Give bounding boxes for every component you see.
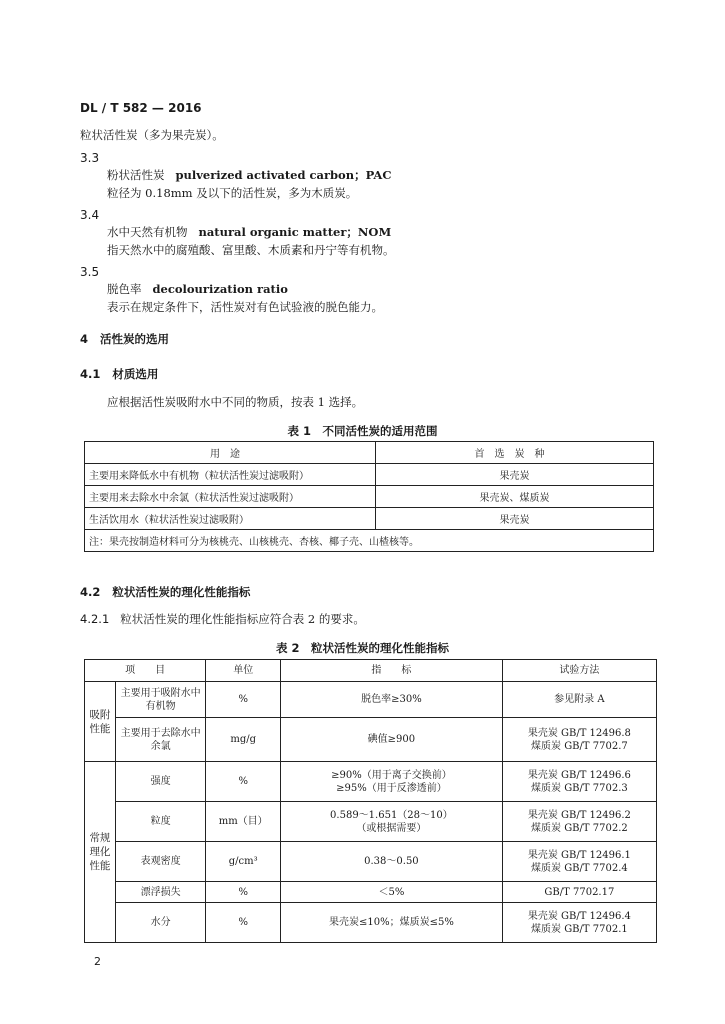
subsection-heading [80,366,158,382]
table-row [85,882,657,903]
table-header-cell: 试验方法 [502,660,656,682]
group-cell: 常规理化性能 [85,762,116,943]
table-cell: 粒度 [115,802,205,842]
term-heading [107,225,391,239]
table-cell [502,762,656,802]
table-cell: 主要用于吸附水中有机物 [115,682,205,718]
term-en: pulverized activated carbon；PAC [175,168,392,182]
table-cell: 果壳炭 [376,464,654,486]
table-1 [84,441,654,552]
table-cell: 碘值≥900 [281,718,503,762]
method-line: 果壳炭 GB/T 12496.2 [527,809,631,821]
table-cell: % [206,882,281,903]
document-code: DL / T 582 — 2016 [80,101,202,115]
term-definition: 指天然水中的腐殖酸、富里酸、木质素和丹宁等有机物。 [107,243,395,257]
table-header-cell: 项 目 [85,660,206,682]
indicator-line: （或根据需要） [356,822,427,834]
table-header-cell: 首选炭种 [376,442,654,464]
table-cell: 果壳炭 [376,508,654,530]
table-cell: g/cm³ [206,842,281,882]
table-header-cell: 用途 [85,442,376,464]
term-number: 3.5 [80,265,100,279]
term-number: 3.3 [80,151,100,165]
term-heading [107,168,391,182]
table-cell: GB/T 7702.17 [502,882,656,903]
section-heading [80,331,169,347]
table-cell: 果壳炭≤10%；煤质炭≤5% [281,903,503,943]
section-title: 活性炭的选用 [100,332,170,346]
indicator-line: 0.589～1.651（28～10） [330,809,453,821]
table-cell: 漂浮损失 [115,882,205,903]
term-definition: 粒径为 0.18mm 及以下的活性炭，多为木质炭。 [107,186,358,200]
indicator-line: ≥95%（用于反渗透前） [336,782,447,794]
table-cell [502,802,656,842]
table-header-row [85,660,657,682]
table-cell: 主要用来降低水中有机物（粒状活性炭过滤吸附） [85,464,376,486]
subsection-number: 4.2 [80,585,101,599]
table-cell [502,718,656,762]
table-row [85,508,654,530]
table-caption: 表 1 不同活性炭的适用范围 [287,424,438,438]
table-cell: 脱色率≥30% [281,682,503,718]
table-note: 注：果壳按制造材料可分为核桃壳、山核桃壳、杏核、椰子壳、山楂核等。 [85,530,654,552]
method-line: 煤质炭 GB/T 7702.7 [531,740,628,752]
table-cell [502,842,656,882]
method-line: 果壳炭 GB/T 12496.6 [527,769,631,781]
table-cell: % [206,682,281,718]
section-number: 4 [80,332,89,346]
table-cell: 果壳炭、煤质炭 [376,486,654,508]
table-cell: mm（目） [206,802,281,842]
table-row [85,903,657,943]
method-line: 煤质炭 GB/T 7702.1 [531,923,628,935]
table-cell: 水分 [115,903,205,943]
table-caption: 表 2 粒状活性炭的理化性能指标 [275,641,449,655]
table-header-cell: 单位 [206,660,281,682]
method-line: 果壳炭 GB/T 12496.4 [527,910,631,922]
method-line: 果壳炭 GB/T 12496.8 [527,727,631,739]
table-cell: 生活饮用水（粒状活性炭过滤吸附） [85,508,376,530]
subsection-title: 粒状活性炭的理化性能指标 [112,585,251,599]
term-heading [107,282,288,296]
intro-line: 粒状活性炭（多为果壳炭）。 [80,128,224,142]
term-zh: 脱色率 [107,282,142,296]
table-row [85,802,657,842]
method-line: 煤质炭 GB/T 7702.3 [531,782,628,794]
table-cell: 表观密度 [115,842,205,882]
method-line: 果壳炭 GB/T 12496.1 [527,849,631,861]
indicator-line: ≥90%（用于离子交换前） [331,769,452,781]
method-line: 煤质炭 GB/T 7702.2 [531,822,628,834]
table-row [85,718,657,762]
table-cell [502,903,656,943]
term-zh: 水中天然有机物 [107,225,188,239]
table-cell: 参见附录 A [502,682,656,718]
table-2 [84,659,657,943]
table-cell: ＜5% [281,882,503,903]
table-cell [281,802,503,842]
table-cell: % [206,762,281,802]
table-cell [281,762,503,802]
table-row [85,762,657,802]
table-header-cell: 指 标 [281,660,503,682]
term-zh: 粉状活性炭 [107,168,165,182]
table-cell: 主要用于去除水中余氯 [115,718,205,762]
table-row [85,464,654,486]
table-cell: 0.38～0.50 [281,842,503,882]
paragraph: 应根据活性炭吸附水中不同的物质，按表 1 选择。 [107,395,364,409]
table-cell: 主要用来去除水中余氯（粒状活性炭过滤吸附） [85,486,376,508]
term-en: decolourization ratio [152,282,288,296]
group-cell: 吸附性能 [85,682,116,762]
term-en: natural organic matter；NOM [198,225,392,239]
subsection-title: 材质选用 [112,367,159,381]
table-header-row [85,442,654,464]
table-cell: 强度 [115,762,205,802]
term-number: 3.4 [80,208,100,222]
paragraph-number: 4.2.1 [80,612,110,626]
table-row [85,842,657,882]
paragraph [80,612,365,626]
table-cell: % [206,903,281,943]
term-definition: 表示在规定条件下，活性炭对有色试验液的脱色能力。 [107,300,383,314]
table-cell: mg/g [206,718,281,762]
subsection-heading [80,584,250,600]
table-row [85,682,657,718]
page-number: 2 [94,955,101,968]
table-row [85,486,654,508]
subsection-number: 4.1 [80,367,101,381]
method-line: 煤质炭 GB/T 7702.4 [531,862,628,874]
paragraph-text: 粒状活性炭的理化性能指标应符合表 2 的要求。 [120,612,365,626]
table-note-row [85,530,654,552]
